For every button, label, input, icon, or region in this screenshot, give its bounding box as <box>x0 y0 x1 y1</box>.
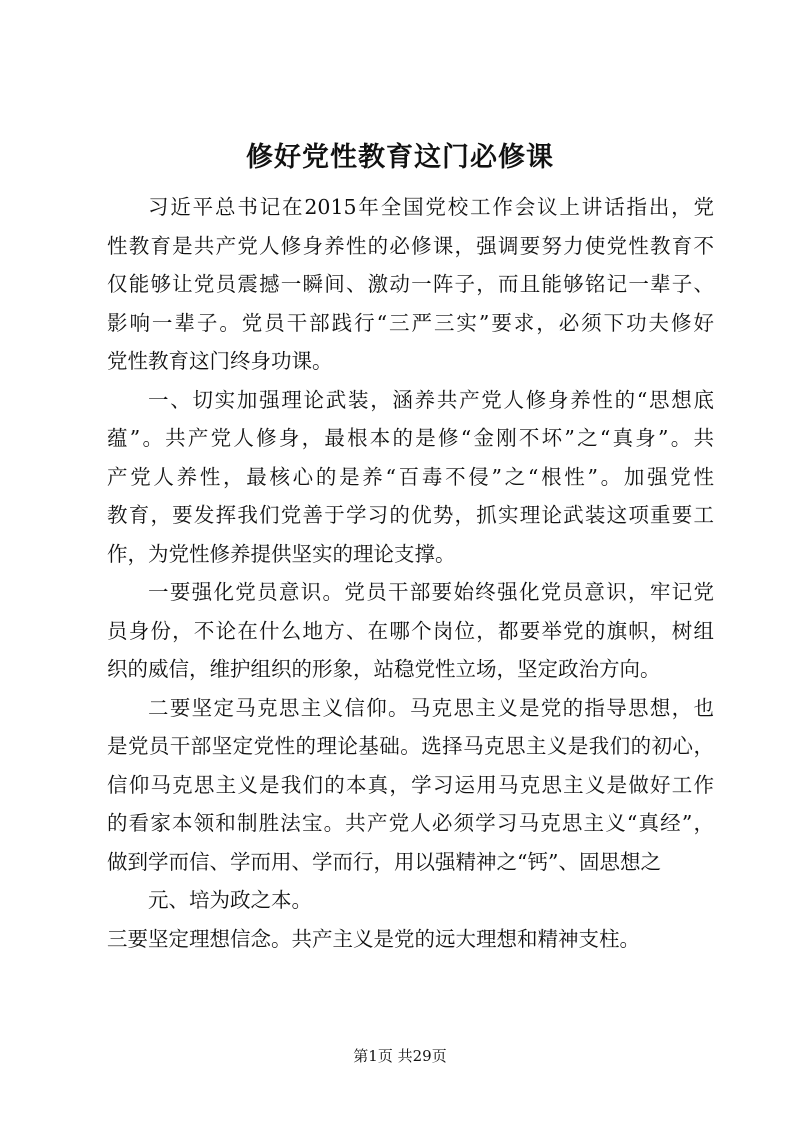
document-body <box>107 188 714 958</box>
text-line: 党性教育这门终身功课。 <box>107 349 333 373</box>
text-line: 习近平总书记在2015年全国党校工作会议上讲话指出，党 <box>148 195 714 219</box>
paragraph-point-two <box>107 689 714 882</box>
text-line: 员身份，不论在什么地方、在哪个岗位，都要举党的旗帜，树组 <box>107 618 714 643</box>
text-line: 产党人养性，最核心的是养“百毒不侵”之“根性”。加强党性 <box>107 464 714 489</box>
paragraph-point-one <box>107 573 714 689</box>
text-line: 一、切实加强理论武装，涵养共产党人修身养性的“思想底 <box>148 387 714 412</box>
text-line: 三要坚定理想信念。共产主义是党的远大理想和精神支柱。 <box>107 926 640 951</box>
text-line: 一要强化党员意识。党员干部要始终强化党员意识，牢记党 <box>148 580 714 604</box>
page-number-footer: 第1页 共29页 <box>353 1047 447 1065</box>
text-line: 作，为党性修养提供坚实的理论支撑。 <box>107 541 456 566</box>
text-line: 元、培为政之本。 <box>148 888 312 912</box>
text-line: 织的威信，维护组织的形象，站稳党性立场，坚定政治方向。 <box>107 657 661 681</box>
text-line: 性教育是共产党人修身养性的必修课，强调要努力使党性教育不 <box>107 233 714 258</box>
paragraph-section-one <box>107 381 714 574</box>
text-line: 的看家本领和制胜法宝。共产党人必须学习马克思主义“真经”， <box>107 811 714 835</box>
text-line: 二要坚定马克思主义信仰。马克思主义是党的指导思想，也 <box>148 695 714 720</box>
document-title: 修好党性教育这门必修课 <box>246 142 554 173</box>
paragraph-point-three <box>107 920 714 959</box>
text-line: 信仰马克思主义是我们的本真，学习运用马克思主义是做好工作 <box>107 772 714 797</box>
text-line: 是党员干部坚定党性的理论基础。选择马克思主义是我们的初心， <box>107 734 714 758</box>
text-line: 仅能够让党员震撼一瞬间、激动一阵子，而且能够铭记一辈子、 <box>107 272 714 296</box>
paragraph-point-two-continued <box>107 881 714 920</box>
paragraph-intro <box>107 188 714 381</box>
text-line: 影响一辈子。党员干部践行“三严三实”要求，必须下功夫修好 <box>107 310 714 335</box>
text-line: 教育，要发挥我们党善于学习的优势，抓实理论武装这项重要工 <box>107 503 714 527</box>
text-line: 蕴”。共产党人修身，最根本的是修“金刚不坏”之“真身”。共 <box>107 426 714 450</box>
text-line: 做到学而信、学而用、学而行，用以强精神之“钙”、固思想之 <box>107 849 661 874</box>
